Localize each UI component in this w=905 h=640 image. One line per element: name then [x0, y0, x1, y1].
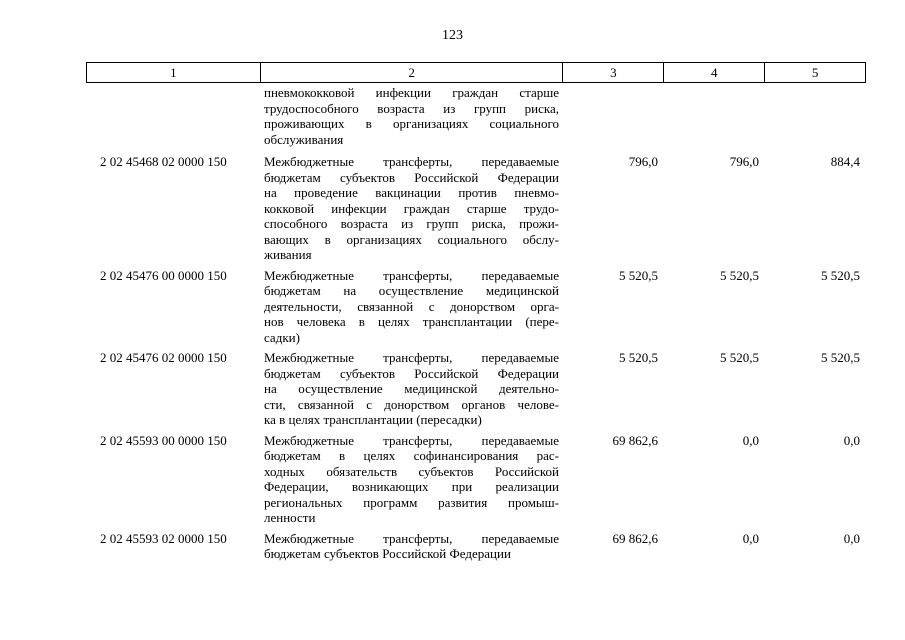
amount-v3: 5 520,5: [619, 350, 658, 365]
amount-v5: [765, 85, 866, 147]
budget-code: 2 02 45468 02 0000 150: [100, 154, 227, 169]
description-line: нов человека в целях трансплантации (пере-: [264, 314, 559, 329]
row-description: [260, 154, 563, 263]
description-line: Межбюджетные трансферты, передаваемые: [264, 154, 559, 169]
row-description: [260, 350, 563, 428]
description-line: бюджетам субъектов Российской Федерации: [264, 365, 559, 381]
column-header-5: 5: [765, 63, 866, 82]
row-description: [260, 531, 563, 562]
amount-v3: [563, 85, 664, 147]
amount-v4: [664, 85, 765, 147]
row-description: [260, 85, 563, 147]
amount-v3: 5 520,5: [619, 267, 658, 283]
description-line: ходных обязательств субъектов Российской: [264, 463, 559, 479]
description-line: Межбюджетные трансферты, передаваемые: [264, 350, 559, 365]
column-header-1: 1: [87, 63, 261, 82]
description-line: проживающих в организациях социального: [264, 116, 559, 131]
description-line: на проведение вакцинации против пневмо-: [264, 185, 559, 200]
row-description: [260, 433, 563, 526]
description-line: трудоспособного возраста из групп риска,: [264, 100, 559, 116]
description-line: Федерации, возникающих при реализации: [264, 479, 559, 494]
amount-v3: 69 862,6: [612, 432, 658, 448]
description-line: бюджетам субъектов Российской Федерации: [264, 546, 511, 561]
description-line: кокковой инфекции граждан старше трудо-: [264, 200, 559, 216]
amount-v4: 5 520,5: [720, 350, 759, 365]
column-header-4: 4: [664, 63, 765, 82]
row-description: [260, 268, 563, 346]
table-body: [86, 85, 866, 567]
description-line: ка в целях трансплантации (пересадки): [264, 412, 482, 427]
description-line: бюджетам субъектов Российской Федерации: [264, 169, 559, 185]
page-number: 123: [442, 28, 463, 43]
description-line: пневмококковой инфекции граждан старше: [264, 85, 559, 100]
budget-code: 2 02 45593 00 0000 150: [100, 432, 227, 448]
amount-v3: 796,0: [628, 154, 658, 169]
amount-v5: 0,0: [843, 432, 860, 448]
description-line: садки): [264, 329, 300, 345]
description-line: живания: [264, 247, 312, 262]
amount-v4: 796,0: [729, 154, 759, 169]
budget-code: 2 02 45593 02 0000 150: [100, 530, 227, 546]
amount-v3: 69 862,6: [612, 530, 658, 546]
description-line: бюджетам на осуществление медицинской: [264, 283, 559, 298]
table-row: [86, 85, 866, 147]
description-line: деятельности, связанной с донорством орга-: [264, 298, 559, 314]
column-header-2: 2: [261, 63, 564, 82]
budget-code: 2 02 45476 00 0000 150: [100, 267, 227, 283]
description-line: вающих в организациях социального обслу-: [264, 231, 559, 247]
table-row: [86, 531, 866, 562]
amount-v5: 884,4: [830, 154, 860, 169]
description-line: ленности: [264, 510, 316, 525]
table-row: [86, 154, 866, 263]
budget-code: 2 02 45476 02 0000 150: [100, 350, 227, 365]
column-header-3: 3: [563, 63, 664, 82]
description-line: на осуществление медицинской деятельно-: [264, 381, 559, 396]
table-row: [86, 350, 866, 428]
description-line: региональных программ развития промыш-: [264, 494, 559, 510]
amount-v5: 5 520,5: [821, 267, 860, 283]
description-line: Межбюджетные трансферты, передаваемые: [264, 267, 559, 283]
description-line: обслуживания: [264, 131, 344, 147]
table-header-row: [86, 62, 866, 83]
description-line: сти, связанной с донорством органов челове-: [264, 396, 559, 412]
amount-v5: 0,0: [843, 530, 860, 546]
amount-v4: 0,0: [742, 432, 759, 448]
description-line: способного возраста из групп риска, прожи-: [264, 216, 559, 231]
table-row: [86, 433, 866, 526]
amount-v4: 5 520,5: [720, 267, 759, 283]
description-line: Межбюджетные трансферты, передаваемые: [264, 432, 559, 448]
budget-code: [86, 85, 260, 147]
amount-v4: 0,0: [742, 530, 759, 546]
amount-v5: 5 520,5: [821, 350, 860, 365]
description-line: Межбюджетные трансферты, передаваемые: [264, 530, 559, 546]
table-row: [86, 268, 866, 346]
description-line: бюджетам в целях софинансирования рас-: [264, 448, 559, 463]
